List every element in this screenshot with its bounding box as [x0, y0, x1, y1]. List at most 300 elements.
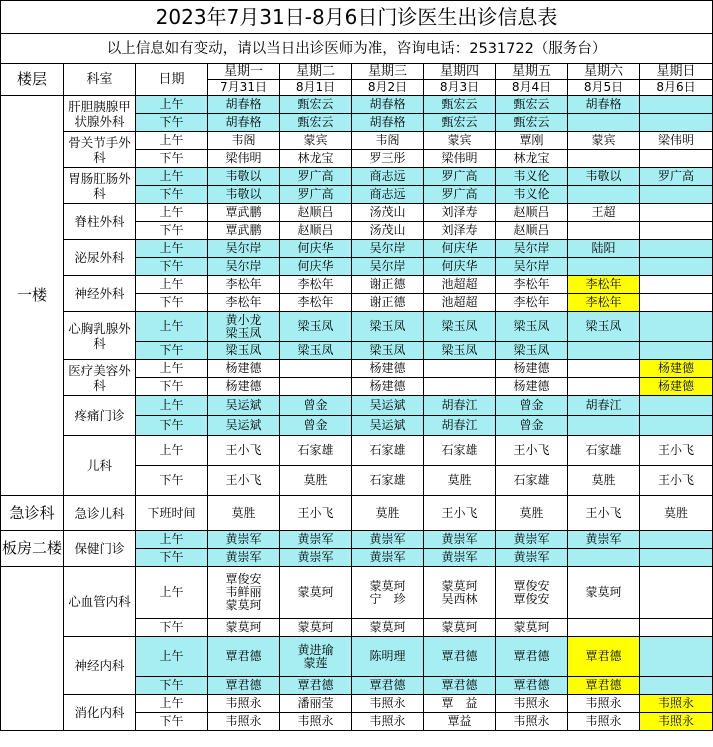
schedule-cell [496, 496, 568, 531]
page-title: 2023年7月31日-8月6日门诊医生出诊信息表 [1, 1, 713, 34]
doctor-name: 蒙莫珂 [585, 585, 622, 599]
department-cell: 消化内科 [64, 695, 136, 731]
schedule-cell [424, 531, 496, 549]
schedule-cell [640, 240, 713, 258]
doctor-name: 蒙宾 [303, 133, 328, 147]
schedule-cell [568, 637, 640, 677]
doctor-name: 蒙莫珂 [225, 620, 262, 634]
period-cell: 下午 [136, 466, 208, 496]
schedule-cell [424, 695, 496, 713]
schedule-cell [496, 204, 568, 222]
schedule-cell [424, 294, 496, 312]
doctor-name: 韦照永 [658, 696, 695, 710]
schedule-cell [568, 695, 640, 713]
schedule-cell [352, 496, 424, 531]
doctor-name: 谢正德 [369, 295, 406, 309]
period-cell: 上午 [136, 436, 208, 466]
department-cell: 心胸乳腺外科 [64, 312, 136, 360]
schedule-cell [640, 466, 713, 496]
schedule-cell [568, 567, 640, 619]
header-day-date: 8月1日 [280, 80, 352, 96]
schedule-cell [280, 240, 352, 258]
doctor-name: 韦敬以 [225, 187, 262, 201]
doctor-name: 莫胜 [519, 505, 544, 520]
schedule-cell [568, 258, 640, 276]
schedule-cell [568, 677, 640, 695]
doctor-name: 林龙宝 [513, 151, 550, 165]
schedule-cell [424, 416, 496, 436]
period-cell: 下班时间 [136, 496, 208, 531]
schedule-cell [568, 276, 640, 294]
doctor-name: 王小飞 [225, 443, 262, 457]
schedule-cell [496, 240, 568, 258]
doctor-name: 胡春格 [225, 115, 262, 129]
doctor-name: 甄宏云 [441, 115, 478, 129]
period-cell: 上午 [136, 695, 208, 713]
schedule-cell [280, 222, 352, 240]
table-row [1, 695, 713, 713]
doctor-name: 何庆华 [297, 259, 334, 273]
schedule-cell [568, 360, 640, 378]
schedule-cell [496, 276, 568, 294]
schedule-cell [280, 276, 352, 294]
schedule-cell [280, 114, 352, 132]
schedule-cell [352, 695, 424, 713]
doctor-name: 覃俊安 [513, 591, 550, 606]
doctor-name: 吴运斌 [225, 398, 262, 412]
schedule-cell [568, 416, 640, 436]
schedule-cell [568, 549, 640, 567]
period-cell: 下午 [136, 294, 208, 312]
doctor-name: 胡春格 [585, 97, 622, 111]
doctor-name: 蒙莫珂 [225, 598, 262, 612]
schedule-cell [640, 150, 713, 168]
schedule-cell [208, 240, 280, 258]
schedule-cell [568, 496, 640, 531]
doctor-name: 曾金 [519, 398, 544, 412]
schedule-cell [424, 186, 496, 204]
schedule-cell [208, 222, 280, 240]
schedule-cell [208, 186, 280, 204]
department-cell: 儿科 [64, 436, 136, 496]
schedule-cell [208, 378, 280, 396]
schedule-cell [640, 549, 713, 567]
schedule-cell [352, 342, 424, 360]
doctor-name: 吴尔岸 [369, 259, 406, 273]
department-cell: 医疗美容外科 [64, 360, 136, 396]
schedule-cell [640, 342, 713, 360]
doctor-name: 石家雄 [297, 443, 334, 457]
schedule-cell [496, 549, 568, 567]
schedule-cell [280, 204, 352, 222]
header-weekday: 星期一 [208, 64, 280, 80]
doctor-name: 莫胜 [447, 473, 472, 487]
doctor-name: 杨建德 [513, 361, 550, 375]
schedule-cell [208, 276, 280, 294]
doctor-name: 覃君德 [513, 649, 550, 663]
schedule-cell [352, 222, 424, 240]
table-row [1, 496, 713, 531]
schedule-cell [640, 396, 713, 416]
doctor-name: 梁玉凤 [369, 343, 406, 357]
table-row [1, 567, 713, 619]
doctor-name: 莫胜 [231, 505, 256, 520]
schedule-cell [496, 466, 568, 496]
schedule-cell [280, 637, 352, 677]
doctor-name: 曾金 [519, 418, 544, 432]
doctor-name: 吴尔岸 [513, 241, 550, 255]
department-cell: 保健门诊 [64, 531, 136, 567]
schedule-cell [496, 168, 568, 186]
notice-text: 以上信息如有变动，请以当日出诊医师为准，咨询电话：2531722（服务台） [1, 34, 713, 64]
doctor-name: 蒙莲 [303, 655, 328, 670]
doctor-name: 韦照永 [369, 696, 406, 710]
schedule-cell [352, 416, 424, 436]
header-date: 日期 [136, 64, 208, 96]
schedule-cell [280, 378, 352, 396]
department-cell: 骨关节手外科 [64, 132, 136, 168]
schedule-cell [424, 496, 496, 531]
schedule-cell [208, 531, 280, 549]
doctor-name: 李松年 [513, 277, 550, 291]
doctor-name: 黄崇军 [441, 532, 478, 546]
schedule-cell [352, 677, 424, 695]
schedule-cell [208, 168, 280, 186]
schedule-cell [568, 132, 640, 150]
schedule-cell [352, 713, 424, 731]
schedule-cell [352, 204, 424, 222]
schedule-cell [352, 378, 424, 396]
doctor-name: 陈明理 [369, 649, 406, 663]
doctor-name: 罗广高 [658, 169, 695, 183]
schedule-cell [280, 567, 352, 619]
schedule-cell [424, 276, 496, 294]
header-weekday: 星期四 [424, 64, 496, 80]
period-cell: 上午 [136, 240, 208, 258]
doctor-name: 谢正德 [369, 277, 406, 291]
schedule-cell [424, 677, 496, 695]
table-row [1, 360, 713, 378]
doctor-name: 韦敬以 [585, 169, 622, 183]
doctor-name: 池超超 [441, 295, 478, 309]
schedule-cell [640, 186, 713, 204]
doctor-name: 覃 益 [441, 696, 478, 710]
schedule-cell [496, 186, 568, 204]
schedule-cell [208, 549, 280, 567]
doctor-name: 吴西林 [441, 591, 478, 606]
schedule-cell [496, 360, 568, 378]
doctor-name: 韦阁 [231, 133, 256, 147]
schedule-cell [208, 96, 280, 114]
schedule-cell [640, 132, 713, 150]
period-cell: 下午 [136, 114, 208, 132]
period-cell: 下午 [136, 342, 208, 360]
schedule-cell [352, 168, 424, 186]
schedule-cell [496, 378, 568, 396]
schedule-cell [568, 114, 640, 132]
schedule-cell [424, 168, 496, 186]
schedule-cell [280, 342, 352, 360]
schedule-cell [352, 466, 424, 496]
doctor-name: 黄崇军 [297, 550, 334, 564]
doctor-name: 石家雄 [369, 473, 406, 487]
doctor-name: 黄崇军 [297, 532, 334, 546]
doctor-name: 黄进瑜 [297, 642, 334, 657]
doctor-name: 吴尔岸 [225, 259, 262, 273]
schedule-cell [280, 360, 352, 378]
doctor-name: 黄崇军 [513, 532, 550, 546]
doctor-name: 杨建德 [225, 379, 262, 393]
period-cell: 上午 [136, 360, 208, 378]
schedule-cell [208, 396, 280, 416]
doctor-name: 甄宏云 [513, 115, 550, 129]
doctor-name: 覃君德 [441, 649, 478, 663]
schedule-cell [352, 240, 424, 258]
schedule-cell [496, 436, 568, 466]
schedule-cell [424, 312, 496, 342]
doctor-name: 胡春格 [369, 97, 406, 111]
doctor-name: 吴运斌 [369, 418, 406, 432]
schedule-cell [568, 168, 640, 186]
doctor-name: 罗广高 [441, 187, 478, 201]
schedule-cell [640, 96, 713, 114]
table-row [1, 96, 713, 114]
schedule-cell [352, 396, 424, 416]
table-row [1, 436, 713, 466]
schedule-cell [568, 342, 640, 360]
department-cell: 心血管内科 [64, 567, 136, 637]
table-row [1, 396, 713, 416]
doctor-name: 蒙莫珂 [369, 578, 406, 593]
schedule-cell [496, 258, 568, 276]
doctor-name: 韦照永 [658, 714, 695, 728]
schedule-cell [424, 258, 496, 276]
schedule-cell [208, 637, 280, 677]
doctor-name: 甄宏云 [441, 97, 478, 111]
doctor-name: 李松年 [225, 295, 262, 309]
doctor-name: 梁伟明 [658, 133, 695, 147]
schedule-cell [352, 258, 424, 276]
doctor-name: 王小飞 [513, 443, 550, 457]
doctor-name: 蒙宾 [591, 133, 616, 147]
doctor-name: 王小飞 [658, 473, 695, 487]
schedule-cell [208, 713, 280, 731]
schedule-cell [496, 619, 568, 637]
table-row [1, 637, 713, 677]
schedule-cell [568, 150, 640, 168]
schedule-cell [640, 378, 713, 396]
doctor-name: 吴尔岸 [513, 259, 550, 273]
schedule-cell [352, 637, 424, 677]
doctor-name: 曾金 [303, 418, 328, 432]
doctor-name: 王小飞 [225, 473, 262, 487]
schedule-cell [640, 360, 713, 378]
schedule-cell [352, 276, 424, 294]
floor-cell: 急诊科 [1, 496, 64, 531]
doctor-name: 何庆华 [441, 259, 478, 273]
doctor-name: 韦鲜丽 [225, 585, 262, 599]
doctor-name: 李松年 [585, 277, 622, 291]
schedule-cell [280, 466, 352, 496]
doctor-name: 李松年 [513, 295, 550, 309]
doctor-name: 覃君德 [369, 678, 406, 692]
schedule-cell [424, 378, 496, 396]
schedule-cell [640, 312, 713, 342]
schedule-cell [496, 695, 568, 713]
schedule-cell [496, 150, 568, 168]
schedule-cell [280, 294, 352, 312]
table-row [1, 240, 713, 258]
doctor-name: 李松年 [297, 277, 334, 291]
doctor-name: 吴运斌 [369, 398, 406, 412]
doctor-name: 刘泽寿 [441, 223, 478, 237]
schedule-cell [352, 619, 424, 637]
schedule-cell [208, 114, 280, 132]
doctor-name: 蒙莫珂 [513, 620, 550, 634]
schedule-cell [352, 567, 424, 619]
schedule-cell [280, 677, 352, 695]
schedule-cell [496, 114, 568, 132]
schedule-cell [280, 258, 352, 276]
doctor-name: 黄崇军 [441, 550, 478, 564]
doctor-name: 蒙莫珂 [297, 620, 334, 634]
schedule-cell [352, 360, 424, 378]
schedule-cell [208, 150, 280, 168]
header-weekday: 星期三 [352, 64, 424, 80]
department-cell: 脊柱外科 [64, 204, 136, 240]
doctor-name: 覃君德 [225, 678, 262, 692]
doctor-name: 韦照永 [297, 714, 334, 728]
period-cell: 下午 [136, 619, 208, 637]
doctor-name: 刘泽寿 [441, 205, 478, 219]
doctor-name: 李松年 [297, 295, 334, 309]
schedule-cell [208, 436, 280, 466]
schedule-cell [496, 677, 568, 695]
schedule-cell [640, 531, 713, 549]
schedule-cell [208, 496, 280, 531]
schedule-cell [208, 204, 280, 222]
doctor-name: 韦照永 [585, 696, 622, 710]
period-cell: 上午 [136, 204, 208, 222]
doctor-name: 何庆华 [297, 241, 334, 255]
doctor-name: 赵顺吕 [513, 205, 550, 219]
schedule-cell [568, 396, 640, 416]
schedule-cell [208, 132, 280, 150]
doctor-name: 覃君德 [513, 678, 550, 692]
doctor-name: 覃君德 [585, 649, 622, 663]
schedule-cell [208, 416, 280, 436]
doctor-name: 胡春江 [585, 398, 622, 412]
department-cell: 急诊儿科 [64, 496, 136, 531]
period-cell: 上午 [136, 567, 208, 619]
schedule-cell [424, 132, 496, 150]
schedule-cell [280, 695, 352, 713]
doctor-name: 吴运斌 [225, 418, 262, 432]
period-cell: 下午 [136, 150, 208, 168]
schedule-cell [208, 294, 280, 312]
schedule-cell [280, 549, 352, 567]
doctor-name: 林龙宝 [297, 151, 334, 165]
doctor-name: 覃君德 [585, 678, 622, 692]
schedule-cell [352, 186, 424, 204]
schedule-cell [352, 132, 424, 150]
doctor-name: 覃刚 [519, 133, 544, 147]
schedule-cell [352, 150, 424, 168]
schedule-cell [640, 294, 713, 312]
schedule-cell [280, 132, 352, 150]
schedule-cell [496, 342, 568, 360]
header-day-date: 8月2日 [352, 80, 424, 96]
doctor-name: 黄崇军 [369, 532, 406, 546]
schedule-cell [496, 713, 568, 731]
doctor-name: 韦义伦 [513, 169, 550, 183]
doctor-name: 韦照永 [369, 714, 406, 728]
schedule-cell [352, 312, 424, 342]
schedule-cell [208, 695, 280, 713]
doctor-name: 杨建德 [658, 379, 695, 393]
period-cell: 下午 [136, 258, 208, 276]
schedule-cell [208, 567, 280, 619]
doctor-name: 潘丽莹 [297, 696, 334, 710]
schedule-cell [424, 567, 496, 619]
header-weekday: 星期日 [640, 64, 713, 80]
schedule-cell [496, 567, 568, 619]
period-cell: 下午 [136, 378, 208, 396]
period-cell: 下午 [136, 677, 208, 695]
schedule-cell [640, 567, 713, 619]
doctor-name: 蒙莫珂 [369, 620, 406, 634]
department-cell: 疼痛门诊 [64, 396, 136, 436]
doctor-name: 莫胜 [664, 505, 689, 520]
header-floor: 楼层 [1, 64, 64, 96]
schedule-cell [280, 186, 352, 204]
schedule-cell [424, 396, 496, 416]
schedule-cell [280, 312, 352, 342]
schedule-cell [208, 258, 280, 276]
period-cell: 上午 [136, 276, 208, 294]
schedule-cell [640, 258, 713, 276]
schedule-cell [424, 204, 496, 222]
doctor-name: 黄崇军 [513, 550, 550, 564]
doctor-name: 梁玉凤 [297, 343, 334, 357]
schedule-cell [640, 677, 713, 695]
doctor-name: 商志远 [369, 187, 406, 201]
period-cell: 下午 [136, 549, 208, 567]
doctor-name: 梁玉凤 [225, 325, 262, 340]
doctor-name: 韦照永 [585, 714, 622, 728]
doctor-name: 曾金 [303, 398, 328, 412]
schedule-cell [352, 294, 424, 312]
schedule-cell [568, 96, 640, 114]
doctor-name: 韦照永 [513, 714, 550, 728]
schedule-cell [424, 342, 496, 360]
doctor-name: 杨建德 [225, 361, 262, 375]
doctor-name: 覃君德 [297, 678, 334, 692]
doctor-name: 梁伟明 [441, 151, 478, 165]
header-weekday: 星期六 [568, 64, 640, 80]
schedule-cell [640, 114, 713, 132]
doctor-name: 覃君德 [441, 678, 478, 692]
schedule-cell [640, 168, 713, 186]
doctor-name: 吴尔岸 [225, 241, 262, 255]
schedule-cell [568, 204, 640, 222]
schedule-cell [640, 496, 713, 531]
schedule-cell [424, 222, 496, 240]
schedule-cell [424, 360, 496, 378]
doctor-name: 胡春江 [441, 418, 478, 432]
schedule-cell [568, 294, 640, 312]
doctor-name: 杨建德 [369, 361, 406, 375]
